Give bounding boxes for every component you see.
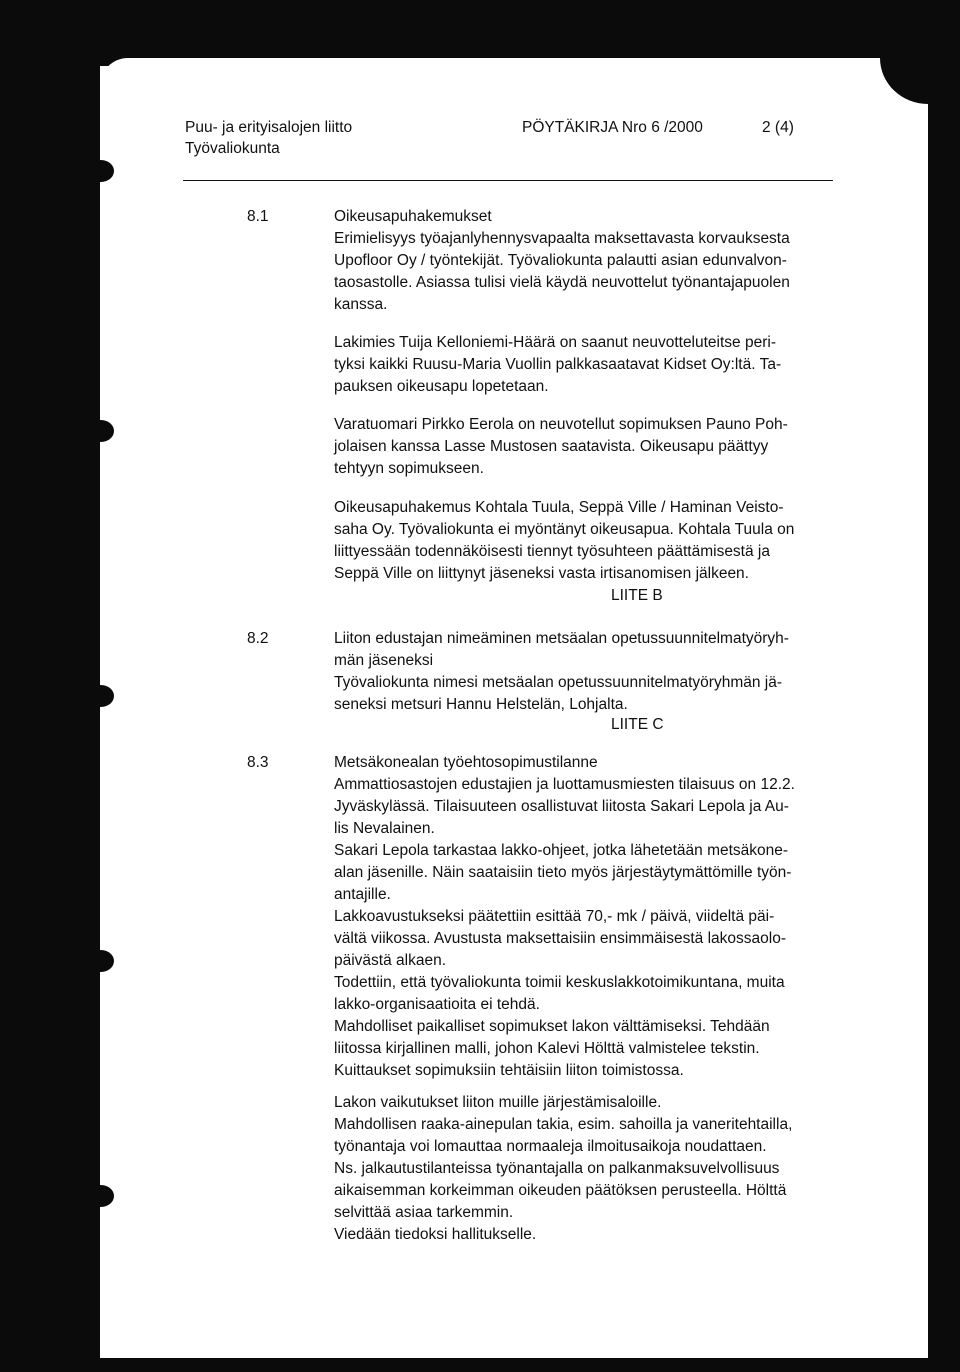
unit-name: Työvaliokunta: [185, 140, 280, 157]
binder-hole: [88, 685, 114, 707]
scan-border-left: [0, 0, 100, 1372]
binder-hole: [88, 160, 114, 182]
attachment-label: LIITE B: [611, 587, 663, 604]
binder-hole: [88, 1185, 114, 1207]
document-title: PÖYTÄKIRJA Nro 6 /2000: [522, 119, 703, 136]
paragraph: Lakimies Tuija Kelloniemi-Häärä on saanut neuvotteluteitse peri- tyksi kaikki Ruusu-Maria Vuollin palkkasaatavat Kidset Oy:ltä. Ta- pauksen oikeusapu lopetetaan.: [334, 334, 782, 395]
binder-hole: [88, 950, 114, 972]
section-number: 8.3: [247, 754, 269, 771]
paragraph: Oikeusapuhakemus Kohtala Tuula, Seppä Ville / Haminan Veisto- saha Oy. Työvaliokunta ei myöntänyt oikeusapua. Kohtala Tuula on liittyessään todennäköisesti tiennyt työsuhteen päättämisestä ja Seppä Ville on liittynyt jäseneksi vasta irtisanomisen jälkeen.: [334, 499, 795, 582]
attachment-label: LIITE C: [611, 716, 664, 733]
paragraph: Varatuomari Pirkko Eerola on neuvotellut sopimuksen Pauno Poh- jolaisen kanssa Lasse Mustosen saatavista. Oikeusapu päättyy tehtyyn sopimukseen.: [334, 416, 788, 477]
binder-hole: [88, 420, 114, 442]
paragraph: Oikeusapuhakemukset Erimielisyys työajanlyhennysvapaalta maksettavasta korvauksesta Upofloor Oy / työntekijät. Työvaliokunta palautti asian edunvalvon- taosastolle. Asiassa tulisi vielä käydä neuvottelut työnantajapuolen kanssa.: [334, 208, 790, 313]
section-number: 8.2: [247, 630, 269, 647]
paragraph: Liiton edustajan nimeäminen metsäalan opetussuunnitelmatyöryh- män jäseneksi Työvaliokunta nimesi metsäalan opetussuunnitelmatyöryhmän jä- seneksi metsuri Hannu Helstelän, Lohjalta.: [334, 630, 789, 713]
section-number: 8.1: [247, 208, 269, 225]
paragraph: Metsäkonealan työehtosopimustilanne Ammattiosastojen edustajien ja luottamusmiesten tilaisuus on 12.2. Jyväskylässä. Tilaisuuteen osallistuvat liitosta Sakari Lepola ja Au- lis Nevalainen. Sakari Lepola tarkastaa lakko-ohjeet, jotka lähetetään metsäkone- alan jäsenille. Näin saataisiin tieto myös järjestäytymättömille työn- antajille. Lakkoavustukseksi päätettiin esittää 70,- mk / päivä, viideltä päi- vältä viikossa. Avustusta maksettaisiin ensimmäisestä lakossaolo- päivästä alkaen. Todettiin, että työvaliokunta toimii keskuslakkotoimikuntana, muita lakko-organisaatioita ei tehdä. Mahdolliset paikalliset sopimukset lakon välttämiseksi. Tehdään liitossa kirjallinen malli, johon Kalevi Hölttä valmistelee tekstin. Kuittaukset sopimuksiin tehtäisiin liiton toimistossa.: [334, 754, 795, 1079]
paragraph: Lakon vaikutukset liiton muille järjestämisaloille. Mahdollisen raaka-ainepulan takia, esim. sahoilla ja vaneritehtailla, työnantaja voi lomauttaa normaaleja ilmoitusaikoja noudattaen. Ns. jalkautustilanteissa työnantajalla on palkanmaksuvelvollisuus aikaisemman korkeimman oikeuden päätöksen perusteella. Hölttä selvittää asiaa tarkemmin. Viedään tiedoksi hallitukselle.: [334, 1094, 793, 1243]
page-number: 2 (4): [762, 119, 794, 136]
scan-border-top: [0, 0, 960, 66]
scan-border-bottom: [0, 1358, 960, 1372]
organization-name: Puu- ja erityisalojen liitto: [185, 119, 353, 136]
scan-border-right: [928, 0, 960, 1372]
header-rule: [183, 180, 833, 181]
